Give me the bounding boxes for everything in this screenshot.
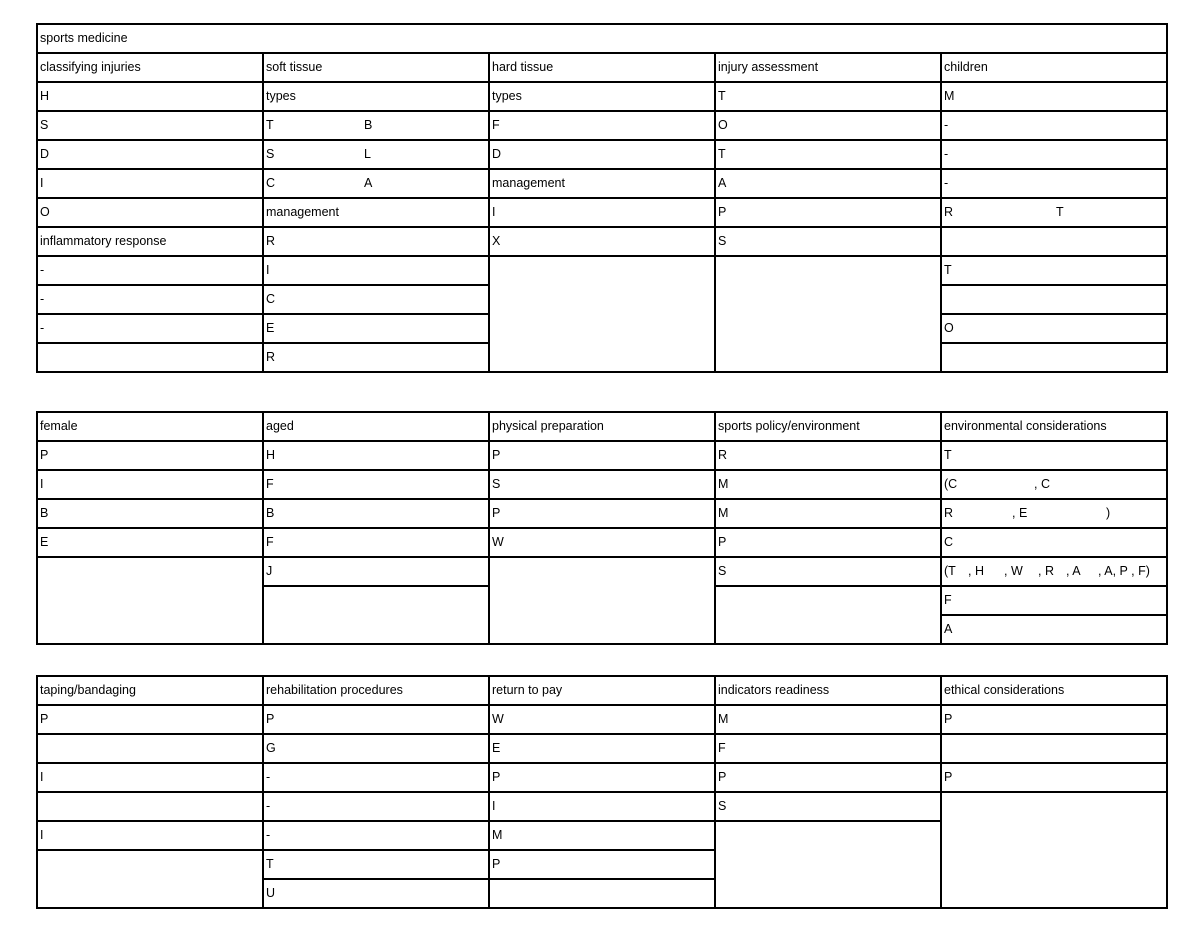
header-cell: hard tissue (490, 52, 716, 81)
table-cell: P (38, 440, 264, 469)
table-cell: O (942, 313, 1168, 342)
table-row (36, 498, 1168, 527)
table-cell: P (942, 762, 1168, 791)
table-cell: P (716, 197, 942, 226)
table-cell (716, 820, 942, 849)
table-row (36, 849, 1168, 878)
table-cell: F (490, 110, 716, 139)
table-row (36, 81, 1168, 110)
table-cell: - (38, 313, 264, 342)
table-cell: T (942, 440, 1168, 469)
table-cell: P (490, 762, 716, 791)
cell-text: (C (944, 477, 958, 491)
table-cell (38, 614, 264, 643)
table-cell (942, 498, 1168, 527)
cell-text: (T (944, 564, 956, 578)
cell-text: C (266, 176, 276, 190)
table-row (36, 226, 1168, 255)
table-cell: D (490, 139, 716, 168)
table-row (36, 878, 1168, 909)
cell-text-b: , C (1034, 477, 1050, 491)
cell-text-b: , H (968, 564, 984, 578)
table-cell: inflammatory response (38, 226, 264, 255)
table-cell: P (716, 762, 942, 791)
table-row (36, 313, 1168, 342)
table-cell (942, 342, 1168, 371)
table-cell: I (38, 762, 264, 791)
table-cell: C (264, 284, 490, 313)
table-header-row (36, 52, 1168, 81)
table-cell: I (490, 197, 716, 226)
table-cell: P (942, 704, 1168, 733)
header-cell: ethical considerations (942, 675, 1168, 704)
table-cell: F (942, 585, 1168, 614)
table-row (36, 110, 1168, 139)
table-cell (942, 878, 1168, 907)
table-cell (942, 849, 1168, 878)
table-cell (38, 849, 264, 878)
cell-text-b: A (364, 176, 373, 190)
cell-text-f: , A, P , F) (1098, 564, 1150, 578)
table-cell: S (716, 226, 942, 255)
table-row (36, 820, 1168, 849)
table-cell: T (942, 255, 1168, 284)
table-cell (942, 820, 1168, 849)
cell-text-c: , W (1004, 564, 1023, 578)
table-cell (490, 614, 716, 643)
table-cell (490, 878, 716, 907)
table-cell: R (264, 226, 490, 255)
header-cell: injury assessment (716, 52, 942, 81)
table-cell: I (38, 168, 264, 197)
table-cell: T (264, 849, 490, 878)
table-cell: C (942, 527, 1168, 556)
table-cell (38, 585, 264, 614)
table-cell (490, 255, 716, 284)
table-row (36, 527, 1168, 556)
table-cell: M (942, 81, 1168, 110)
table-cell: F (716, 733, 942, 762)
table-cell (716, 614, 942, 643)
table-row (36, 342, 1168, 373)
table-cell: - (942, 110, 1168, 139)
table-cell (942, 469, 1168, 498)
table-cell: B (264, 498, 490, 527)
cell-text-b: L (364, 147, 371, 161)
header-cell: soft tissue (264, 52, 490, 81)
table-cell: P (264, 704, 490, 733)
table-cell (38, 342, 264, 371)
table-cell: W (490, 527, 716, 556)
table-cell (716, 284, 942, 313)
header-cell: rehabilitation procedures (264, 675, 490, 704)
table-cell (716, 878, 942, 907)
table-cell: H (264, 440, 490, 469)
table-cell (942, 556, 1168, 585)
table-cell: types (490, 81, 716, 110)
table-cell: - (264, 820, 490, 849)
table-cell: management (490, 168, 716, 197)
table-cell: E (490, 733, 716, 762)
cell-text: R (944, 506, 954, 520)
table-cell: I (264, 255, 490, 284)
cell-text-c: ) (1106, 506, 1111, 520)
table-cell: M (716, 704, 942, 733)
cell-text: R (944, 205, 954, 219)
table-cell: P (716, 527, 942, 556)
cell-text-d: , R (1038, 564, 1054, 578)
table-cell: P (490, 498, 716, 527)
header-cell: physical preparation (490, 411, 716, 440)
table-cell: R (264, 342, 490, 371)
cell-text-e: , A (1066, 564, 1081, 578)
table-cell: O (716, 110, 942, 139)
table-cell: types (264, 81, 490, 110)
table-cell: management (264, 197, 490, 226)
table-cell (942, 284, 1168, 313)
table-cell (716, 255, 942, 284)
table-cell: - (38, 255, 264, 284)
table-cell: M (716, 498, 942, 527)
header-cell: classifying injuries (38, 52, 264, 81)
cell-text: S (266, 147, 275, 161)
table-row (36, 791, 1168, 820)
table-header-row (36, 411, 1168, 440)
table-cell (716, 585, 942, 614)
table-cell: - (264, 791, 490, 820)
table-cell: I (38, 469, 264, 498)
table-cell: M (716, 469, 942, 498)
table-row (36, 197, 1168, 226)
table-cell (264, 614, 490, 643)
table-cell: P (490, 849, 716, 878)
table-cell (490, 342, 716, 371)
table-cell: E (38, 527, 264, 556)
table-cell: P (38, 704, 264, 733)
table-cell (38, 791, 264, 820)
header-cell: return to pay (490, 675, 716, 704)
header-cell: taping/bandaging (38, 675, 264, 704)
table-cell: T (716, 139, 942, 168)
table-row (36, 704, 1168, 733)
table-cell (264, 139, 490, 168)
table-cell: - (38, 284, 264, 313)
table-cell: B (38, 498, 264, 527)
table-cell: X (490, 226, 716, 255)
table-cell (490, 284, 716, 313)
table-cell: I (38, 820, 264, 849)
table-cell (942, 791, 1168, 820)
table-row (36, 139, 1168, 168)
header-cell: children (942, 52, 1168, 81)
table-cell (942, 733, 1168, 762)
table-cell: F (264, 527, 490, 556)
table-cell: S (716, 791, 942, 820)
table-cell: U (264, 878, 490, 907)
table-cell (716, 849, 942, 878)
table-cell (264, 110, 490, 139)
table-cell (942, 197, 1168, 226)
table-row (36, 255, 1168, 284)
table-cell (716, 313, 942, 342)
table-cell: I (490, 791, 716, 820)
table-sports-medicine (36, 23, 1168, 373)
table-cell: F (264, 469, 490, 498)
table-taping-rehab (36, 675, 1168, 909)
table-cell: O (38, 197, 264, 226)
table-female-aged (36, 411, 1168, 645)
table-cell (490, 313, 716, 342)
table-cell: S (490, 469, 716, 498)
table-cell: M (490, 820, 716, 849)
table-cell (38, 878, 264, 907)
header-cell: indicators readiness (716, 675, 942, 704)
table-cell: A (716, 168, 942, 197)
table-cell: S (38, 110, 264, 139)
table-cell (264, 168, 490, 197)
table-cell: W (490, 704, 716, 733)
table-cell: T (716, 81, 942, 110)
table-cell: P (490, 440, 716, 469)
header-cell: aged (264, 411, 490, 440)
cell-text: T (266, 118, 274, 132)
table-cell: E (264, 313, 490, 342)
table-row (36, 469, 1168, 498)
table-cell (716, 342, 942, 371)
table-cell (38, 556, 264, 585)
table-row (36, 556, 1168, 585)
table-cell (942, 226, 1168, 255)
table-cell: R (716, 440, 942, 469)
header-cell: female (38, 411, 264, 440)
table-row (36, 614, 1168, 645)
table-cell: A (942, 614, 1168, 643)
table-title: sports medicine (38, 23, 1168, 52)
table-row (36, 284, 1168, 313)
table-row (36, 440, 1168, 469)
header-cell: environmental considerations (942, 411, 1168, 440)
table-cell: - (264, 762, 490, 791)
table-cell (264, 585, 490, 614)
table-cell: - (942, 139, 1168, 168)
table-row (36, 168, 1168, 197)
cell-text-b: T (1056, 205, 1064, 219)
cell-text-b: , E (1012, 506, 1028, 520)
table-cell: D (38, 139, 264, 168)
cell-text-b: B (364, 118, 373, 132)
table-header-row (36, 675, 1168, 704)
table-row (36, 762, 1168, 791)
table-row (36, 733, 1168, 762)
table-cell (38, 733, 264, 762)
table-cell: H (38, 81, 264, 110)
table-cell: J (264, 556, 490, 585)
table-cell (490, 556, 716, 585)
table-cell: - (942, 168, 1168, 197)
table-row (36, 585, 1168, 614)
table-cell: G (264, 733, 490, 762)
table-cell (490, 585, 716, 614)
table-cell: S (716, 556, 942, 585)
header-cell: sports policy/environment (716, 411, 942, 440)
